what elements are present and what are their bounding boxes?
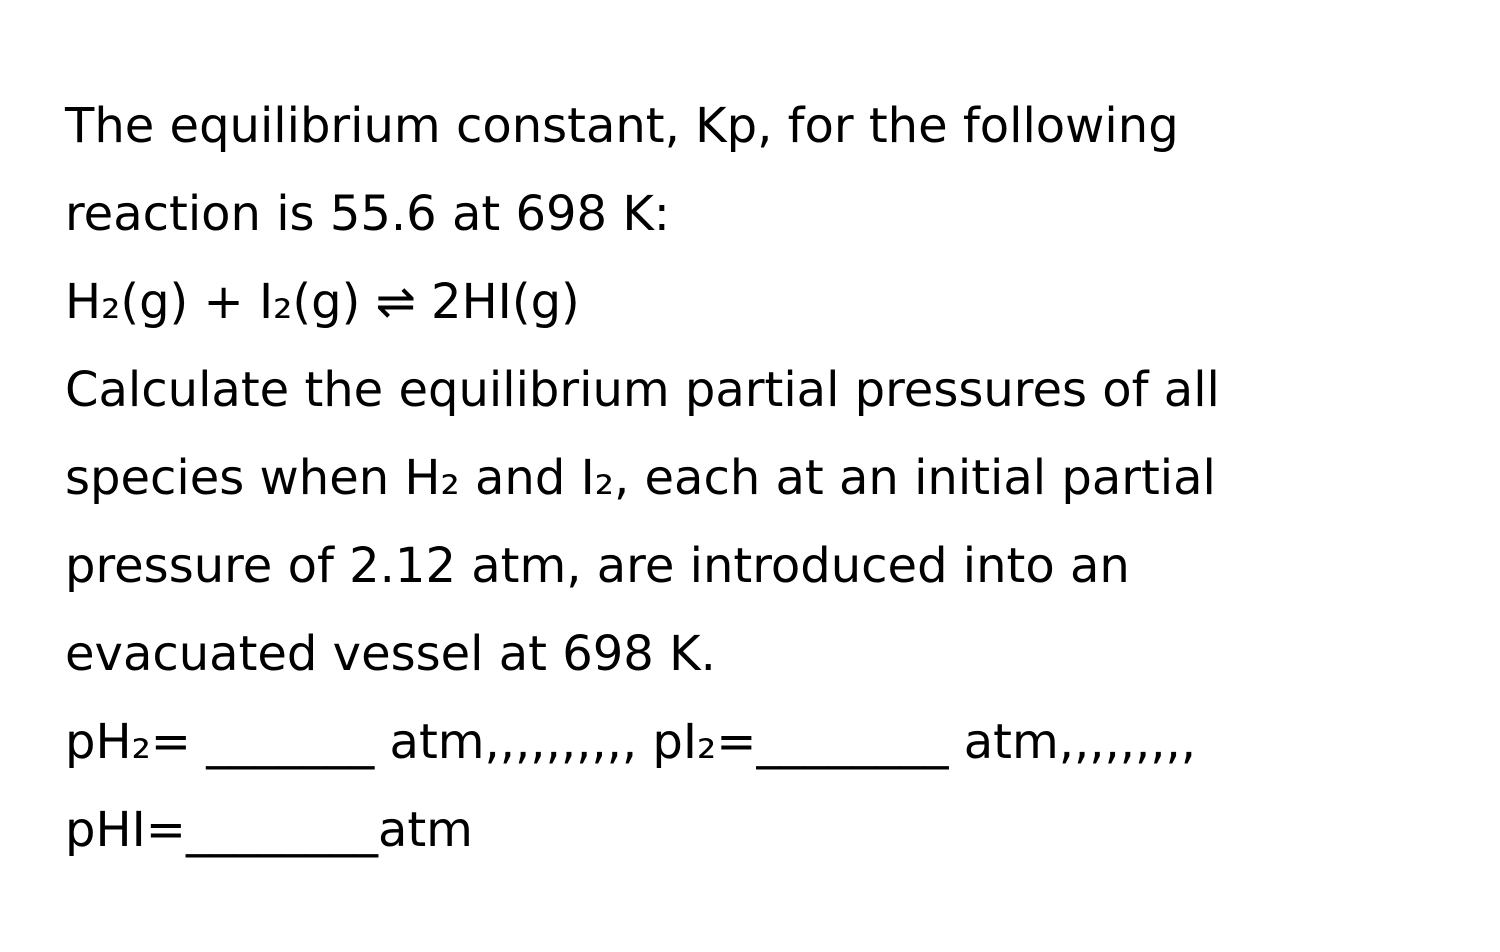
question-line-1: Calculate the equilibrium partial pressures of all xyxy=(65,362,1220,418)
answer-blanks-line-1: pH₂= _______ atm,,,,,,,,,, pI₂=________ atm,,,,,,,,, xyxy=(65,714,1197,770)
question-line-3: pressure of 2.12 atm, are introduced into an xyxy=(65,538,1130,594)
answer-blanks-line-2: pHI=________atm xyxy=(65,802,473,858)
question-line-4: evacuated vessel at 698 K. xyxy=(65,626,716,682)
intro-line-2: reaction is 55.6 at 698 K: xyxy=(65,186,670,242)
reaction-equation: H₂(g) + I₂(g) ⇌ 2HI(g) xyxy=(65,274,580,330)
problem-text xyxy=(65,82,1465,874)
question-line-2: species when H₂ and I₂, each at an initial partial xyxy=(65,450,1216,506)
intro-line-1: The equilibrium constant, Kp, for the following xyxy=(65,98,1179,154)
